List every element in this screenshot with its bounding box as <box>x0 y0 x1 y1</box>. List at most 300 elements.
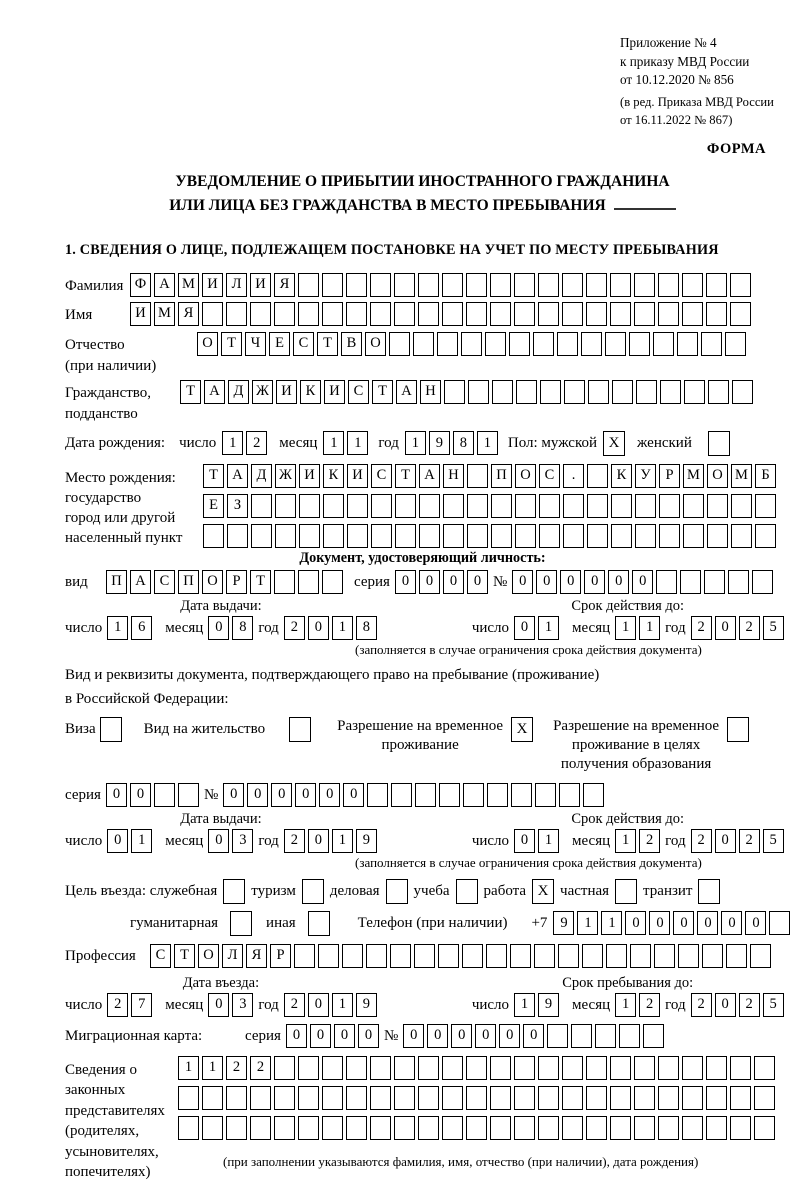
char-box[interactable] <box>443 524 464 548</box>
char-box[interactable] <box>682 273 703 297</box>
char-box[interactable]: 0 <box>608 570 629 594</box>
char-box[interactable] <box>418 1086 439 1110</box>
char-box[interactable] <box>226 302 247 326</box>
char-box[interactable] <box>509 332 530 356</box>
char-box[interactable]: 0 <box>697 911 718 935</box>
char-box[interactable]: 0 <box>427 1024 448 1048</box>
char-box[interactable] <box>514 1116 535 1140</box>
char-box[interactable]: А <box>227 464 248 488</box>
char-box[interactable]: 1 <box>615 829 636 853</box>
char-box[interactable] <box>586 302 607 326</box>
char-box[interactable] <box>178 1116 199 1140</box>
char-box[interactable]: 9 <box>538 993 559 1017</box>
char-box[interactable]: 1 <box>538 616 559 640</box>
char-box[interactable] <box>629 332 650 356</box>
char-box[interactable]: 0 <box>625 911 646 935</box>
char-box[interactable] <box>178 783 199 807</box>
char-box[interactable]: А <box>396 380 417 404</box>
char-box[interactable]: 0 <box>130 783 151 807</box>
char-box[interactable] <box>415 783 436 807</box>
char-box[interactable] <box>754 1086 775 1110</box>
char-box[interactable]: О <box>365 332 386 356</box>
sex-male-checkbox[interactable]: X <box>603 431 625 456</box>
char-box[interactable] <box>419 524 440 548</box>
char-box[interactable]: 1 <box>615 993 636 1017</box>
char-box[interactable] <box>731 524 752 548</box>
char-box[interactable] <box>298 1056 319 1080</box>
char-box[interactable]: 0 <box>223 783 244 807</box>
char-box[interactable] <box>322 273 343 297</box>
char-box[interactable] <box>490 1116 511 1140</box>
char-box[interactable] <box>558 944 579 968</box>
char-box[interactable]: Т <box>221 332 242 356</box>
char-box[interactable] <box>444 380 465 404</box>
char-box[interactable]: 5 <box>763 829 784 853</box>
char-box[interactable]: 0 <box>308 616 329 640</box>
char-box[interactable]: 2 <box>691 993 712 1017</box>
purpose-chastnaya-checkbox[interactable] <box>615 879 637 904</box>
char-box[interactable] <box>682 1056 703 1080</box>
char-box[interactable]: 0 <box>499 1024 520 1048</box>
char-box[interactable] <box>707 494 728 518</box>
char-box[interactable]: 1 <box>347 431 368 455</box>
char-box[interactable]: И <box>130 302 151 326</box>
char-box[interactable] <box>274 1116 295 1140</box>
char-box[interactable] <box>538 302 559 326</box>
char-box[interactable]: 1 <box>639 616 660 640</box>
char-box[interactable]: 1 <box>538 829 559 853</box>
char-box[interactable] <box>547 1024 568 1048</box>
purpose-rabota-checkbox[interactable]: X <box>532 879 554 904</box>
char-box[interactable] <box>559 783 580 807</box>
char-box[interactable]: 0 <box>514 829 535 853</box>
char-box[interactable] <box>571 1024 592 1048</box>
char-box[interactable]: 2 <box>284 616 305 640</box>
char-box[interactable] <box>611 524 632 548</box>
char-box[interactable]: 1 <box>202 1056 223 1080</box>
char-box[interactable] <box>653 332 674 356</box>
char-box[interactable]: 0 <box>107 829 128 853</box>
char-box[interactable] <box>467 494 488 518</box>
char-box[interactable] <box>586 1056 607 1080</box>
char-box[interactable] <box>298 1116 319 1140</box>
char-box[interactable] <box>707 524 728 548</box>
char-box[interactable]: Л <box>226 273 247 297</box>
char-box[interactable]: 3 <box>232 829 253 853</box>
char-box[interactable] <box>658 302 679 326</box>
char-box[interactable]: Н <box>443 464 464 488</box>
char-box[interactable] <box>678 944 699 968</box>
char-box[interactable] <box>442 1086 463 1110</box>
char-box[interactable] <box>725 332 746 356</box>
char-box[interactable] <box>769 911 790 935</box>
char-box[interactable]: 5 <box>763 993 784 1017</box>
char-box[interactable]: 0 <box>319 783 340 807</box>
char-box[interactable] <box>468 380 489 404</box>
char-box[interactable]: М <box>154 302 175 326</box>
char-box[interactable]: Р <box>226 570 247 594</box>
sex-female-checkbox[interactable] <box>708 431 730 456</box>
char-box[interactable] <box>654 944 675 968</box>
char-box[interactable] <box>656 570 677 594</box>
char-box[interactable]: 2 <box>226 1056 247 1080</box>
residence-permit-checkbox[interactable] <box>289 717 311 742</box>
char-box[interactable]: И <box>299 464 320 488</box>
char-box[interactable]: 0 <box>721 911 742 935</box>
char-box[interactable]: 2 <box>739 616 760 640</box>
char-box[interactable] <box>704 570 725 594</box>
char-box[interactable] <box>581 332 602 356</box>
char-box[interactable]: 0 <box>632 570 653 594</box>
char-box[interactable] <box>490 273 511 297</box>
char-box[interactable] <box>595 1024 616 1048</box>
char-box[interactable] <box>437 332 458 356</box>
char-box[interactable] <box>583 783 604 807</box>
char-box[interactable] <box>466 1116 487 1140</box>
char-box[interactable]: Р <box>270 944 291 968</box>
char-box[interactable] <box>318 944 339 968</box>
char-box[interactable] <box>754 1056 775 1080</box>
char-box[interactable]: 0 <box>208 829 229 853</box>
char-box[interactable] <box>562 302 583 326</box>
char-box[interactable]: 0 <box>286 1024 307 1048</box>
char-box[interactable]: 0 <box>419 570 440 594</box>
char-box[interactable]: К <box>611 464 632 488</box>
char-box[interactable] <box>490 1086 511 1110</box>
char-box[interactable] <box>516 380 537 404</box>
char-box[interactable] <box>540 380 561 404</box>
char-box[interactable] <box>533 332 554 356</box>
char-box[interactable]: 1 <box>514 993 535 1017</box>
char-box[interactable]: У <box>635 464 656 488</box>
char-box[interactable] <box>463 783 484 807</box>
char-box[interactable] <box>562 1086 583 1110</box>
char-box[interactable]: 2 <box>691 829 712 853</box>
char-box[interactable] <box>443 494 464 518</box>
char-box[interactable] <box>730 273 751 297</box>
char-box[interactable]: И <box>202 273 223 297</box>
char-box[interactable]: Ч <box>245 332 266 356</box>
char-box[interactable] <box>587 494 608 518</box>
char-box[interactable] <box>610 273 631 297</box>
char-box[interactable] <box>322 1056 343 1080</box>
char-box[interactable]: В <box>341 332 362 356</box>
char-box[interactable]: К <box>323 464 344 488</box>
char-box[interactable] <box>391 783 412 807</box>
char-box[interactable]: 1 <box>107 616 128 640</box>
char-box[interactable] <box>226 1086 247 1110</box>
char-box[interactable] <box>298 302 319 326</box>
char-box[interactable]: 0 <box>358 1024 379 1048</box>
char-box[interactable] <box>706 302 727 326</box>
char-box[interactable] <box>588 380 609 404</box>
char-box[interactable] <box>684 380 705 404</box>
char-box[interactable] <box>658 1086 679 1110</box>
char-box[interactable] <box>514 273 535 297</box>
char-box[interactable] <box>659 524 680 548</box>
char-box[interactable] <box>706 1056 727 1080</box>
char-box[interactable] <box>414 944 435 968</box>
char-box[interactable]: 0 <box>745 911 766 935</box>
char-box[interactable] <box>564 380 585 404</box>
char-box[interactable] <box>370 302 391 326</box>
char-box[interactable] <box>394 302 415 326</box>
char-box[interactable] <box>395 524 416 548</box>
char-box[interactable] <box>514 1086 535 1110</box>
char-box[interactable] <box>582 944 603 968</box>
char-box[interactable] <box>658 1116 679 1140</box>
char-box[interactable] <box>346 1116 367 1140</box>
char-box[interactable] <box>342 944 363 968</box>
char-box[interactable]: 0 <box>715 616 736 640</box>
char-box[interactable] <box>557 332 578 356</box>
char-box[interactable]: 1 <box>131 829 152 853</box>
char-box[interactable] <box>394 1116 415 1140</box>
char-box[interactable] <box>755 524 776 548</box>
char-box[interactable] <box>485 332 506 356</box>
char-box[interactable] <box>682 1116 703 1140</box>
char-box[interactable] <box>682 1086 703 1110</box>
char-box[interactable] <box>250 1086 271 1110</box>
char-box[interactable] <box>442 1116 463 1140</box>
char-box[interactable]: П <box>178 570 199 594</box>
char-box[interactable] <box>610 1056 631 1080</box>
char-box[interactable]: 2 <box>691 616 712 640</box>
char-box[interactable] <box>154 783 175 807</box>
char-box[interactable] <box>634 273 655 297</box>
char-box[interactable] <box>466 273 487 297</box>
char-box[interactable]: 0 <box>106 783 127 807</box>
purpose-turizm-checkbox[interactable] <box>302 879 324 904</box>
char-box[interactable]: О <box>707 464 728 488</box>
char-box[interactable]: С <box>293 332 314 356</box>
char-box[interactable]: И <box>276 380 297 404</box>
char-box[interactable]: 0 <box>403 1024 424 1048</box>
char-box[interactable] <box>274 1086 295 1110</box>
char-box[interactable] <box>346 302 367 326</box>
char-box[interactable]: О <box>515 464 536 488</box>
char-box[interactable]: 9 <box>356 993 377 1017</box>
char-box[interactable] <box>515 524 536 548</box>
char-box[interactable] <box>728 570 749 594</box>
char-box[interactable] <box>562 1116 583 1140</box>
char-box[interactable] <box>643 1024 664 1048</box>
char-box[interactable] <box>538 1056 559 1080</box>
char-box[interactable]: А <box>419 464 440 488</box>
char-box[interactable] <box>612 380 633 404</box>
char-box[interactable]: Н <box>420 380 441 404</box>
char-box[interactable]: 8 <box>356 616 377 640</box>
char-box[interactable] <box>634 1116 655 1140</box>
char-box[interactable] <box>439 783 460 807</box>
char-box[interactable] <box>466 1086 487 1110</box>
char-box[interactable] <box>658 273 679 297</box>
char-box[interactable]: И <box>250 273 271 297</box>
char-box[interactable] <box>587 524 608 548</box>
char-box[interactable]: О <box>202 570 223 594</box>
char-box[interactable] <box>610 302 631 326</box>
char-box[interactable] <box>563 494 584 518</box>
char-box[interactable] <box>418 1116 439 1140</box>
char-box[interactable]: 0 <box>649 911 670 935</box>
char-box[interactable] <box>298 570 319 594</box>
purpose-ucheba-checkbox[interactable] <box>456 879 478 904</box>
char-box[interactable] <box>370 273 391 297</box>
char-box[interactable]: И <box>347 464 368 488</box>
char-box[interactable]: 0 <box>334 1024 355 1048</box>
char-box[interactable]: А <box>154 273 175 297</box>
char-box[interactable] <box>366 944 387 968</box>
char-box[interactable] <box>346 1056 367 1080</box>
char-box[interactable]: Т <box>395 464 416 488</box>
char-box[interactable] <box>250 302 271 326</box>
char-box[interactable]: 2 <box>639 829 660 853</box>
char-box[interactable]: 1 <box>323 431 344 455</box>
char-box[interactable] <box>605 332 626 356</box>
char-box[interactable]: 1 <box>178 1056 199 1080</box>
char-box[interactable] <box>442 273 463 297</box>
purpose-delovaya-checkbox[interactable] <box>386 879 408 904</box>
char-box[interactable]: 0 <box>512 570 533 594</box>
char-box[interactable] <box>510 944 531 968</box>
char-box[interactable] <box>635 524 656 548</box>
char-box[interactable] <box>394 273 415 297</box>
char-box[interactable] <box>178 1086 199 1110</box>
char-box[interactable] <box>563 524 584 548</box>
char-box[interactable] <box>322 1116 343 1140</box>
char-box[interactable]: С <box>154 570 175 594</box>
char-box[interactable] <box>683 524 704 548</box>
char-box[interactable] <box>511 783 532 807</box>
char-box[interactable] <box>683 494 704 518</box>
char-box[interactable] <box>275 494 296 518</box>
char-box[interactable] <box>634 1056 655 1080</box>
char-box[interactable] <box>708 380 729 404</box>
char-box[interactable]: 9 <box>356 829 377 853</box>
char-box[interactable]: 0 <box>308 829 329 853</box>
char-box[interactable] <box>515 494 536 518</box>
char-box[interactable] <box>726 944 747 968</box>
char-box[interactable] <box>562 1056 583 1080</box>
char-box[interactable]: Ж <box>275 464 296 488</box>
char-box[interactable] <box>370 1086 391 1110</box>
char-box[interactable] <box>680 570 701 594</box>
char-box[interactable] <box>634 302 655 326</box>
char-box[interactable] <box>702 944 723 968</box>
char-box[interactable] <box>677 332 698 356</box>
char-box[interactable]: 9 <box>553 911 574 935</box>
char-box[interactable]: 8 <box>232 616 253 640</box>
char-box[interactable] <box>538 1116 559 1140</box>
char-box[interactable]: 0 <box>584 570 605 594</box>
char-box[interactable]: О <box>197 332 218 356</box>
char-box[interactable]: С <box>371 464 392 488</box>
visa-checkbox[interactable] <box>100 717 122 742</box>
char-box[interactable] <box>630 944 651 968</box>
char-box[interactable] <box>706 1086 727 1110</box>
char-box[interactable]: Т <box>180 380 201 404</box>
char-box[interactable] <box>418 1056 439 1080</box>
char-box[interactable] <box>752 570 773 594</box>
temp-residence-education-checkbox[interactable] <box>727 717 749 742</box>
char-box[interactable] <box>538 273 559 297</box>
char-box[interactable]: Д <box>251 464 272 488</box>
char-box[interactable]: . <box>563 464 584 488</box>
char-box[interactable] <box>539 524 560 548</box>
char-box[interactable]: 8 <box>453 431 474 455</box>
char-box[interactable] <box>534 944 555 968</box>
char-box[interactable] <box>659 494 680 518</box>
char-box[interactable]: 1 <box>332 616 353 640</box>
purpose-inaya-checkbox[interactable] <box>308 911 330 936</box>
char-box[interactable] <box>413 332 434 356</box>
char-box[interactable] <box>562 273 583 297</box>
char-box[interactable] <box>274 1056 295 1080</box>
char-box[interactable]: Я <box>246 944 267 968</box>
char-box[interactable]: 0 <box>475 1024 496 1048</box>
char-box[interactable] <box>462 944 483 968</box>
char-box[interactable] <box>682 302 703 326</box>
char-box[interactable] <box>467 464 488 488</box>
char-box[interactable] <box>490 1056 511 1080</box>
char-box[interactable]: 0 <box>343 783 364 807</box>
char-box[interactable] <box>251 524 272 548</box>
char-box[interactable] <box>390 944 411 968</box>
char-box[interactable] <box>395 494 416 518</box>
char-box[interactable] <box>367 783 388 807</box>
char-box[interactable]: 2 <box>246 431 267 455</box>
char-box[interactable] <box>299 524 320 548</box>
char-box[interactable]: 5 <box>763 616 784 640</box>
char-box[interactable] <box>586 1116 607 1140</box>
char-box[interactable]: 1 <box>332 993 353 1017</box>
char-box[interactable]: М <box>178 273 199 297</box>
char-box[interactable] <box>634 1086 655 1110</box>
char-box[interactable]: 2 <box>739 993 760 1017</box>
char-box[interactable]: Я <box>178 302 199 326</box>
char-box[interactable]: 1 <box>615 616 636 640</box>
char-box[interactable]: А <box>130 570 151 594</box>
char-box[interactable] <box>635 494 656 518</box>
char-box[interactable]: 2 <box>284 993 305 1017</box>
char-box[interactable]: 0 <box>536 570 557 594</box>
char-box[interactable] <box>731 494 752 518</box>
char-box[interactable]: 3 <box>232 993 253 1017</box>
char-box[interactable] <box>394 1086 415 1110</box>
char-box[interactable]: 0 <box>560 570 581 594</box>
char-box[interactable]: 1 <box>577 911 598 935</box>
char-box[interactable]: Я <box>274 273 295 297</box>
char-box[interactable]: Л <box>222 944 243 968</box>
char-box[interactable]: Ж <box>252 380 273 404</box>
char-box[interactable] <box>370 1116 391 1140</box>
char-box[interactable]: 2 <box>250 1056 271 1080</box>
char-box[interactable] <box>322 302 343 326</box>
char-box[interactable] <box>535 783 556 807</box>
char-box[interactable]: 0 <box>271 783 292 807</box>
char-box[interactable] <box>275 524 296 548</box>
char-box[interactable] <box>322 1086 343 1110</box>
char-box[interactable] <box>323 524 344 548</box>
char-box[interactable]: И <box>324 380 345 404</box>
char-box[interactable] <box>467 524 488 548</box>
char-box[interactable] <box>611 494 632 518</box>
char-box[interactable]: 0 <box>523 1024 544 1048</box>
char-box[interactable]: К <box>300 380 321 404</box>
char-box[interactable] <box>442 302 463 326</box>
char-box[interactable]: 2 <box>284 829 305 853</box>
char-box[interactable] <box>202 302 223 326</box>
